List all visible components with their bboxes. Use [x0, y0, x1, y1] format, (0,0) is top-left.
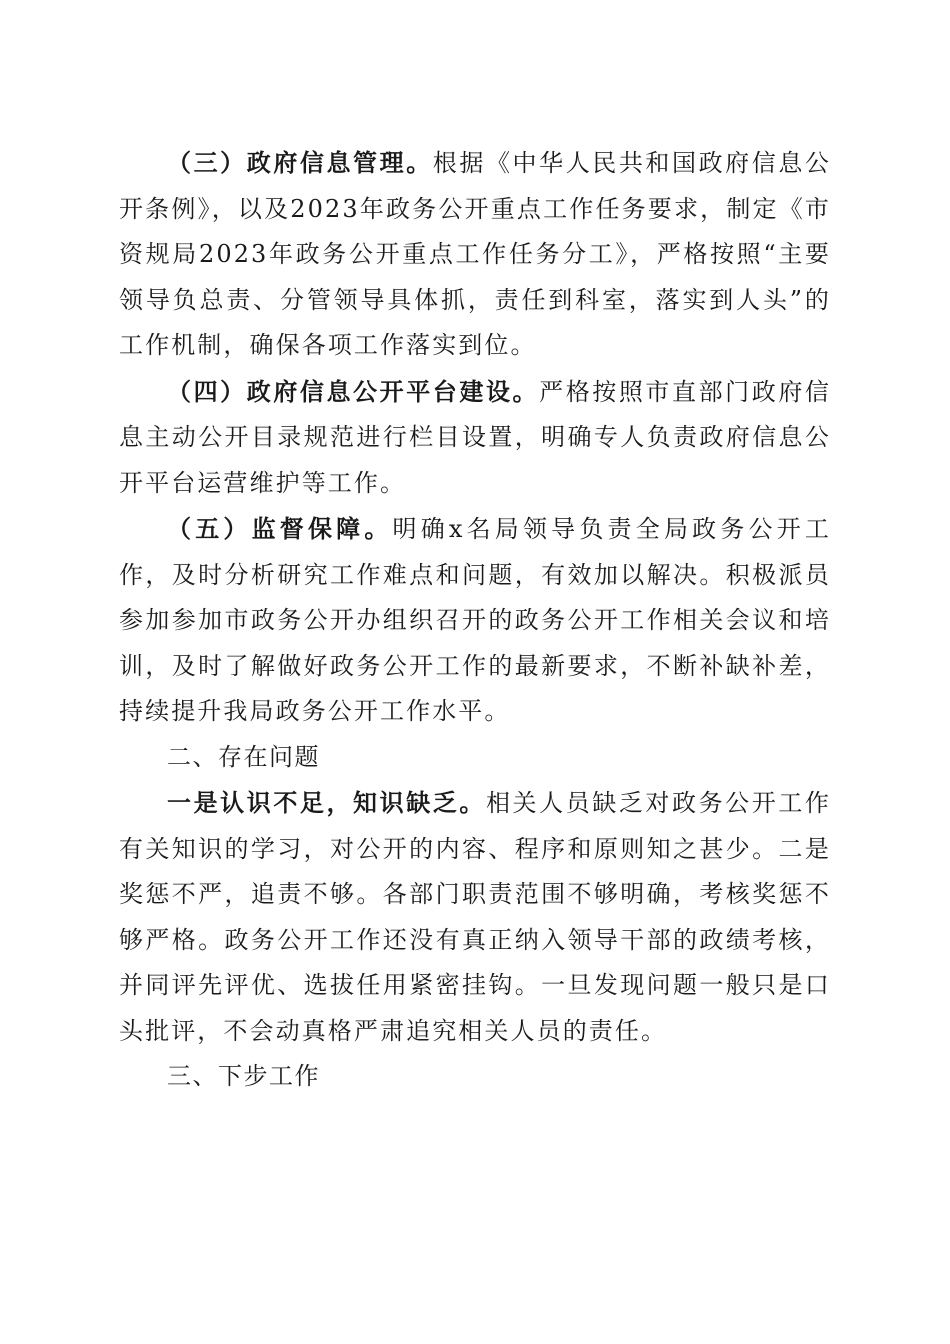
section-5-body: 明确x名局领导负责全局政务公开工作，及时分析研究工作难点和问题，有效加以解决。积极派员参加参加市政务公开办组织召开的政务公开工作相关会议和培训，及时了解做好政务公开工作的最新要求，不断补缺补差，持续提升我局政务公开工作水平。	[119, 515, 831, 725]
section-3-paragraph	[119, 140, 831, 369]
problems-body: 相关人员缺乏对政务公开工作有关知识的学习，对公开的内容、程序和原则知之甚少。二是奖惩不严，追责不够。各部门职责范围不够明确，考核奖惩不够严格。政务公开工作还没有真正纳入领导干部的政绩考核，并同评先评优、选拔任用紧密挂钩。一旦发现问题一般只是口头批评，不会动真格严肃追究相关人员的责任。	[119, 789, 831, 1045]
section-5-title: （五）监督保障。	[167, 514, 393, 543]
section-3-body: 根据《中华人民共和国政府信息公开条例》，以及2023年政务公开重点工作任务要求，制定《市资规局2023年政务公开重点工作任务分工》，严格按照“主要领导负总责、分管领导具体抓，责任到科室，落实到人头”的工作机制，确保各项工作落实到位。	[119, 149, 832, 359]
heading-next-steps: 三、下步工作	[167, 1062, 320, 1090]
section-4-title: （四）政府信息公开平台建设。	[167, 376, 540, 406]
section-4-paragraph	[119, 369, 831, 507]
problems-lead: 一是认识不足，知识缺乏。	[167, 788, 486, 817]
section-5-paragraph	[119, 506, 831, 735]
problems-paragraph	[119, 780, 831, 1054]
section-4-body: 严格按照市直部门政府信息主动公开目录规范进行栏目设置，明确专人负责政府信息公开平台运营维护等工作。	[119, 377, 831, 497]
heading-problems: 二、存在问题	[167, 742, 320, 771]
section-3-title: （三）政府信息管理。	[167, 148, 433, 177]
document-body	[119, 140, 831, 1100]
